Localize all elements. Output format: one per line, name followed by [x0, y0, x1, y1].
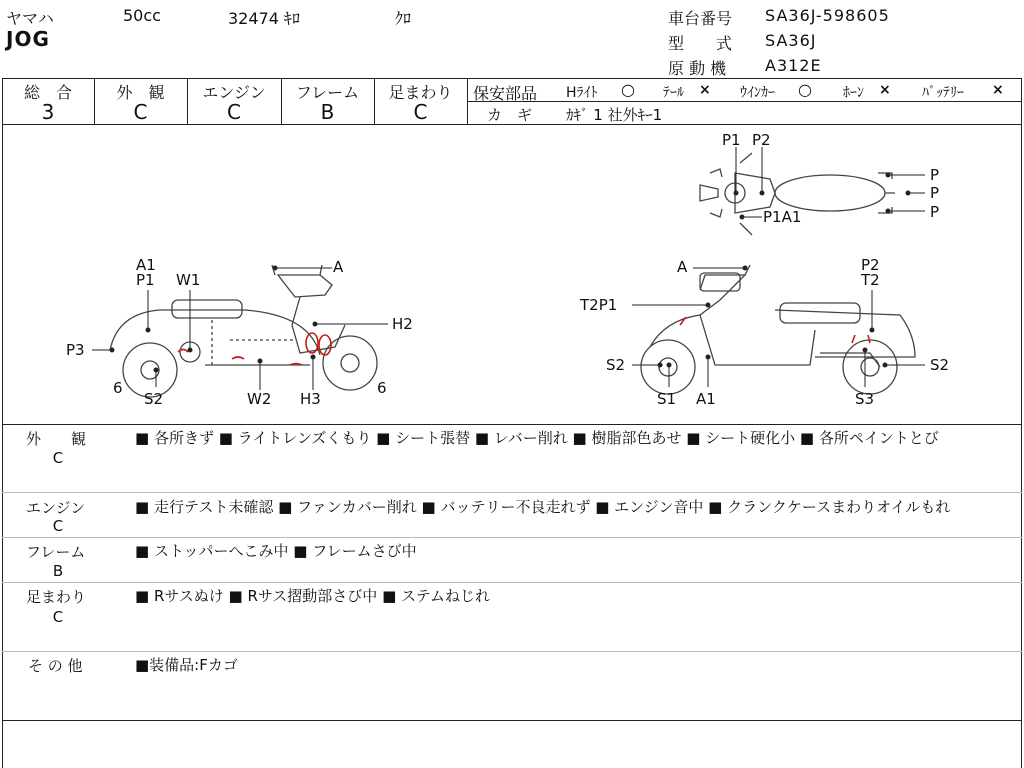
- damage-marks: [178, 317, 870, 365]
- label-top-p-a: P: [930, 166, 940, 184]
- key-value: ｶｷﾞ 1 社外ｷｰ1: [566, 106, 663, 124]
- divider: [2, 78, 1022, 79]
- label-left-w2: W2: [247, 390, 272, 408]
- grade-header-overall: 総 合: [23, 83, 72, 102]
- note-grade-suspension: C: [52, 608, 64, 626]
- headlight-mark: ○: [621, 80, 635, 99]
- divider: [2, 651, 1022, 652]
- frame-number: SA36J-598605: [765, 6, 890, 25]
- label-right-t2: T2: [861, 271, 880, 289]
- grade-header-frame: フレーム: [295, 83, 360, 102]
- horn-mark: ×: [879, 82, 891, 98]
- divider: [2, 582, 1022, 583]
- body-color: ｸﾛ: [395, 9, 412, 28]
- battery-mark: ×: [992, 82, 1004, 98]
- label-right-s1: S1: [657, 390, 677, 408]
- divider: [2, 424, 1022, 425]
- divider: [2, 537, 1022, 538]
- label-top-p-b: P: [930, 184, 940, 202]
- note-text-engine: ■ 走行テスト未確認 ■ ファンカバー削れ ■ バッテリー不良走れず ■ エンジン音中 ■ クランクケースまわりオイルもれ: [135, 498, 951, 516]
- note-category-other: そ の 他: [28, 657, 83, 675]
- note-category-exterior: 外 観: [26, 430, 87, 448]
- frame-number-label: 車台番号: [668, 9, 733, 28]
- label-right-s2-front: S2: [606, 356, 626, 374]
- grade-value-overall: 3: [41, 100, 55, 124]
- battery-label: ﾊﾞｯﾃﾘｰ: [922, 85, 964, 101]
- mileage: 32474 ｷﾛ: [228, 9, 300, 28]
- label-left-6-rear: 6: [377, 379, 387, 397]
- label-left-p1: P1: [136, 271, 155, 289]
- divider: [2, 492, 1022, 493]
- grade-header-engine: エンジン: [202, 83, 266, 102]
- engine-model: A312E: [765, 56, 822, 75]
- note-text-frame: ■ ストッパーへこみ中 ■ フレームさび中: [135, 542, 417, 560]
- label-left-a1: A1: [136, 256, 156, 274]
- taillight-mark: ×: [699, 82, 711, 98]
- note-text-exterior: ■ 各所きず ■ ライトレンズくもり ■ シート張替 ■ レバー削れ ■ 樹脂部色あせ ■ シート硬化小 ■ 各所ペイントとび: [135, 429, 939, 447]
- grade-value-engine: C: [227, 100, 241, 124]
- taillight-label: ﾃｰﾙ: [663, 85, 684, 101]
- type-label: 型 式: [668, 34, 733, 53]
- label-top-p1: P1: [722, 131, 741, 149]
- headlight-label: Hﾗｲﾄ: [566, 85, 598, 101]
- label-left-h3: H3: [300, 390, 321, 408]
- note-text-suspension: ■ Rサスぬけ ■ Rサス摺動部さび中 ■ ステムねじれ: [135, 587, 490, 605]
- note-grade-engine: C: [52, 517, 64, 535]
- note-grade-frame: B: [52, 562, 64, 580]
- engine-label: 原 動 機: [668, 59, 727, 78]
- key-label: カ ギ: [487, 106, 533, 124]
- label-left-h2: H2: [392, 315, 413, 333]
- label-left-6-front: 6: [113, 379, 123, 397]
- label-right-t2p1: T2P1: [580, 296, 618, 314]
- model-name: JOG: [6, 27, 50, 51]
- label-left-s2: S2: [144, 390, 164, 408]
- divider: [2, 720, 1022, 721]
- note-grade-exterior: C: [52, 449, 64, 467]
- model-type: SA36J: [765, 31, 817, 50]
- winker-mark: ○: [798, 80, 812, 99]
- note-category-suspension: 足まわり: [26, 588, 87, 606]
- horn-label: ﾎｰﾝ: [843, 85, 864, 101]
- grade-header-exterior: 外 観: [116, 83, 165, 102]
- winker-label: ｳｲﾝｶｰ: [740, 85, 775, 101]
- note-text-other: ■装備品:Fカゴ: [135, 656, 238, 674]
- label-top-p-c: P: [930, 203, 940, 221]
- safety-label: 保安部品: [473, 84, 538, 103]
- label-right-s3: S3: [855, 390, 875, 408]
- label-top-p1a1: P1A1: [763, 208, 802, 226]
- grade-value-frame: B: [320, 100, 335, 124]
- maker: ヤマハ: [6, 9, 54, 28]
- label-left-p3: P3: [66, 341, 85, 359]
- label-right-a: A: [677, 258, 688, 276]
- note-category-engine: エンジン: [26, 499, 86, 517]
- grade-header-suspension: 足まわり: [388, 83, 453, 102]
- label-right-a1: A1: [696, 390, 716, 408]
- label-left-w1: W1: [176, 271, 201, 289]
- label-right-p2: P2: [861, 256, 880, 274]
- divider: [467, 78, 468, 124]
- label-left-a: A: [333, 258, 344, 276]
- note-category-frame: フレーム: [26, 543, 86, 561]
- displacement: 50cc: [123, 6, 161, 25]
- grade-value-suspension: C: [413, 100, 428, 124]
- label-top-p2: P2: [752, 131, 771, 149]
- label-right-s2-rear: S2: [930, 356, 950, 374]
- grade-value-exterior: C: [133, 100, 148, 124]
